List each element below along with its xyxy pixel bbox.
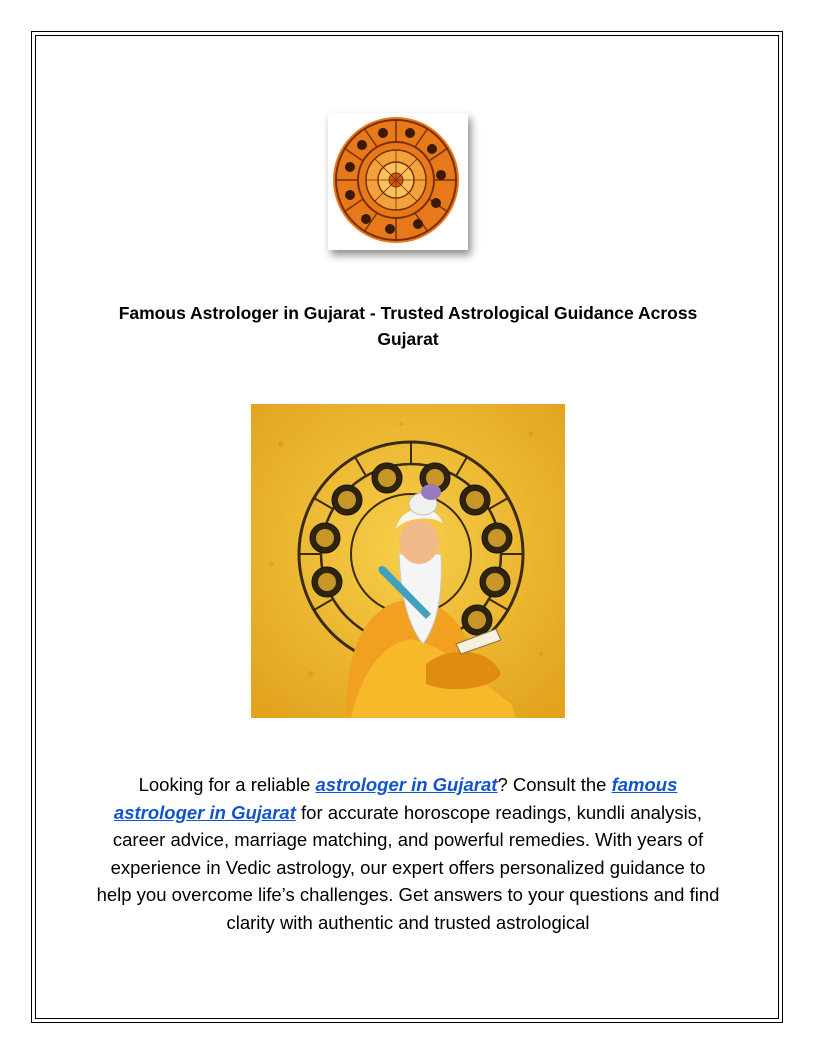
page-title: Famous Astrologer in Gujarat - Trusted Astrological Guidance Across Gujarat <box>118 303 698 349</box>
zodiac-wheel-image <box>328 113 468 250</box>
famous-astrologer-in-gujarat-link[interactable]: famous astrologer in Gujarat <box>113 774 678 823</box>
astrologer-in-gujarat-link[interactable]: astrologer in Gujarat <box>315 774 498 795</box>
body-text-1: Looking for a reliable <box>138 774 316 795</box>
body-text-3: for accurate horoscope readings, kundli analysis, career advice, marriage matching, and powerful remedies. With years of experience in Vedic astrology, our expert offers personalized guidance to help you overcome life’s challenges. Get answers to your questions and find clarity with authentic and trusted astrological <box>96 801 720 933</box>
sage-zodiac-illustration <box>251 404 565 718</box>
body-paragraph <box>92 771 724 936</box>
body-text-2: ? Consult the <box>497 774 612 795</box>
